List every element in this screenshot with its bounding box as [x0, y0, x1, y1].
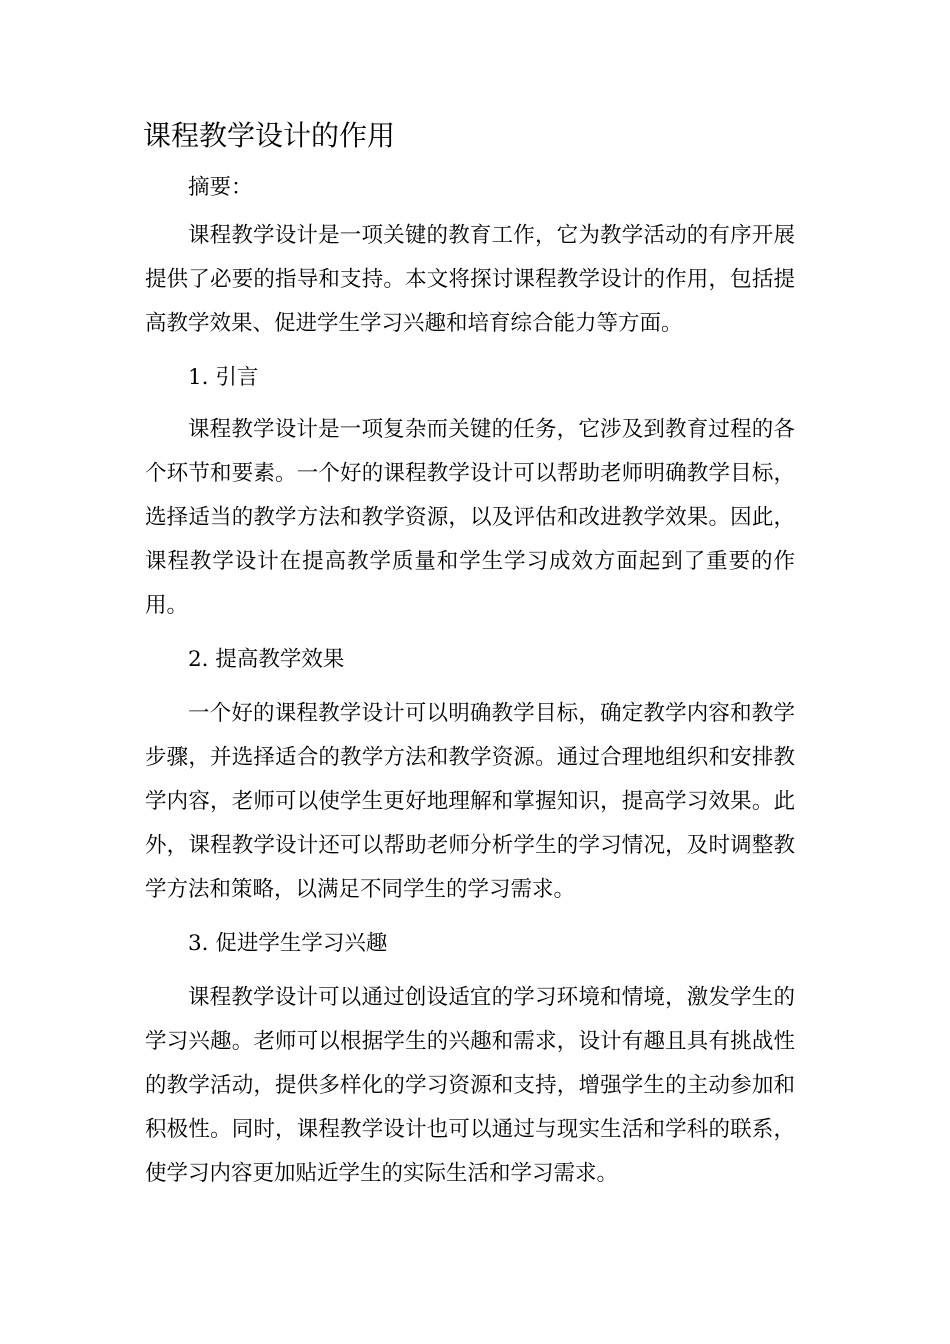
section-paragraph-teaching-effect: 一个好的课程教学设计可以明确教学目标，确定教学内容和教学步骤，并选择适合的教学方法和教学资源。通过合理地组织和安排教学内容，老师可以使学生更好地理解和掌握知识，提高学习效果。此外，课程教学设计还可以帮助老师分析学生的学习情况，及时调整教学方法和策略，以满足不同学生的学习需求。: [145, 701, 795, 902]
section-heading-teaching-effect: 2. 提高教学效果: [188, 647, 345, 672]
section-heading-learning-interest: 3. 促进学生学习兴趣: [188, 931, 388, 956]
section-heading-introduction: 1. 引言: [188, 365, 259, 390]
abstract-label: 摘要：: [188, 175, 253, 200]
section-paragraph-learning-interest: 课程教学设计可以通过创设适宜的学习环境和情境，激发学生的学习兴趣。老师可以根据学生的兴趣和需求，设计有趣且具有挑战性的教学活动，提供多样化的学习资源和支持，增强学生的主动参加和积极性。同时，课程教学设计也可以通过与现实生活和学科的联系，使学习内容更加贴近学生的实际生活和学习需求。: [145, 985, 795, 1186]
abstract-paragraph: 课程教学设计是一项关键的教育工作，它为教学活动的有序开展提供了必要的指导和支持。本文将探讨课程教学设计的作用，包括提高教学效果、促进学生学习兴趣和培育综合能力等方面。: [145, 223, 795, 336]
section-paragraph-introduction: 课程教学设计是一项复杂而关键的任务，它涉及到教育过程的各个环节和要素。一个好的课程教学设计可以帮助老师明确教学目标，选择适当的教学方法和教学资源，以及评估和改进教学效果。因此，课程教学设计在提高教学质量和学生学习成效方面起到了重要的作用。: [145, 417, 795, 618]
document-title: 课程教学设计的作用: [143, 119, 396, 152]
